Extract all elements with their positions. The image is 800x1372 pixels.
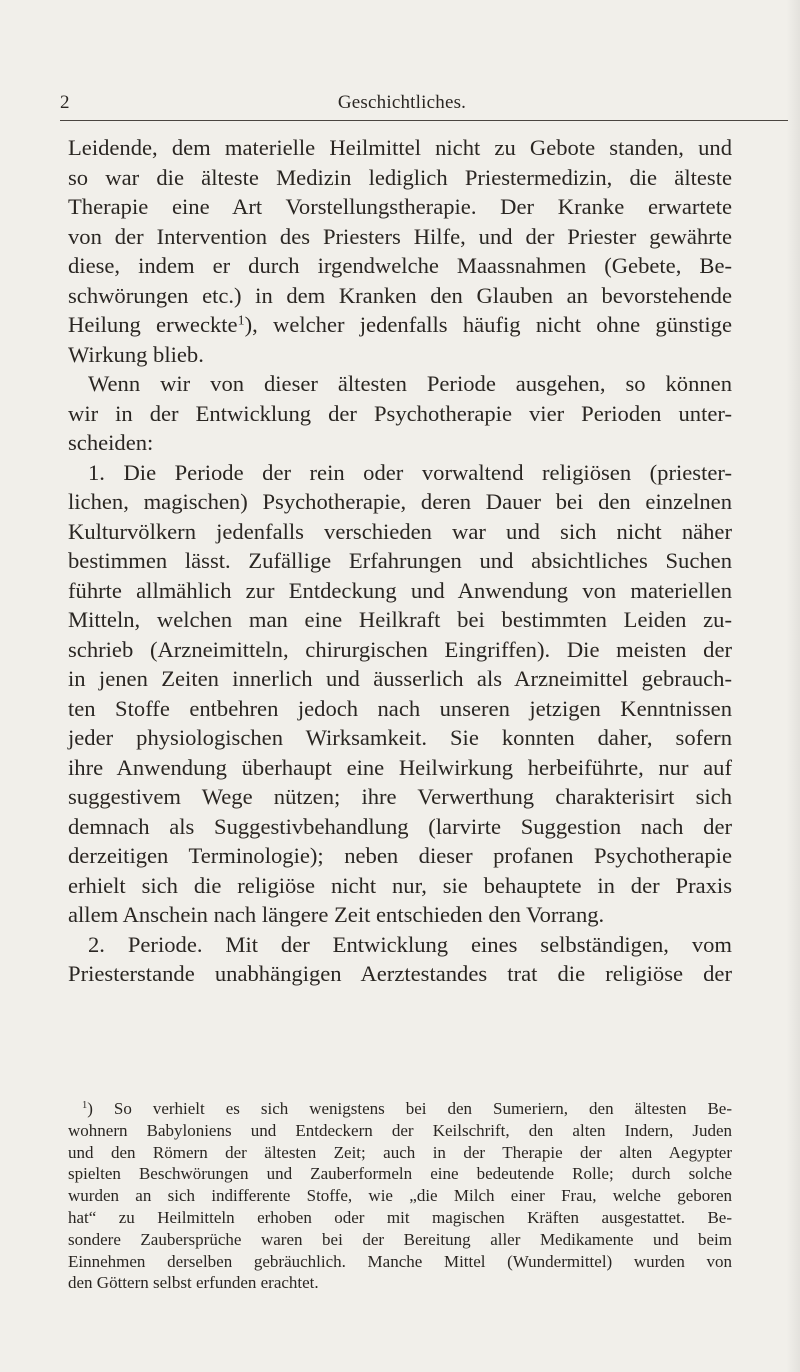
text-line: diese, indem er durch irgendwelche Maassnahmen (Gebete, Be- xyxy=(68,253,732,278)
text-line: Wirkung blieb. xyxy=(68,341,204,367)
running-head xyxy=(60,90,744,120)
footnote-line: sondere Zaubersprüche waren bei der Bereitung aller Medikamente und beim xyxy=(68,1229,732,1249)
text-segment: Heilung erweckte xyxy=(68,312,238,337)
footnote-line: wurden an sich indifferente Stoffe, wie „die Milch einer Frau, welche geboren xyxy=(68,1186,732,1206)
footnote-line: spielten Beschwörungen und Zauberformeln eine bedeutende Rolle; durch solche xyxy=(68,1164,732,1184)
paragraph-3 xyxy=(68,458,732,930)
page-edge-shadow xyxy=(786,0,800,1372)
footnote-line: und den Römern der ältesten Zeit; auch in der Therapie der alten Aegypter xyxy=(68,1142,732,1162)
text-line: Kulturvölkern jedenfalls verschieden war und sich nicht näher xyxy=(68,518,732,544)
text-line: derzeitigen Terminologie); neben dieser profanen Psychotherapie xyxy=(68,843,732,868)
page-number: 2 xyxy=(60,92,70,113)
paragraph-1 xyxy=(68,133,732,369)
text-line: bestimmen lässt. Zufällige Erfahrungen und absichtliches Suchen xyxy=(68,548,732,573)
text-line: so war die älteste Medizin lediglich Priestermedizin, die älteste xyxy=(68,164,732,190)
footnote xyxy=(68,1098,732,1294)
footnote-line: Einnehmen derselben gebräuchlich. Manche Mittel (Wundermittel) wurden von xyxy=(68,1251,732,1271)
text-segment: ) So verhielt es sich wenigstens bei den Sumeriern, den ältesten Be- xyxy=(87,1099,732,1118)
text-line: Priesterstande unabhängigen Aerztestandes trat die religiöse der xyxy=(68,961,732,986)
text-line: schrieb (Arzneimitteln, chirurgischen Eingriffen). Die meisten der xyxy=(68,636,732,662)
text-line: scheiden: xyxy=(68,430,154,455)
text-line: führte allmählich zur Entdeckung und Anwendung von materiellen xyxy=(68,577,732,603)
text-line: Leidende, dem materielle Heilmittel nicht zu Gebote standen, und xyxy=(68,135,732,160)
footnote-reference[interactable]: 1 xyxy=(237,313,245,329)
text-line: jeder physiologischen Wirksamkeit. Sie konnten daher, sofern xyxy=(68,725,732,750)
text-line: ten Stoffe entbehren jedoch nach unseren jetzigen Kenntnissen xyxy=(68,695,732,721)
footnote-line: wohnern Babyloniens und Entdeckern der Keilschrift, den alten Indern, Juden xyxy=(68,1120,732,1140)
paragraph-2 xyxy=(68,369,732,458)
text-line: Therapie eine Art Vorstellungstherapie. Der Kranke erwartete xyxy=(68,194,732,219)
footnote-marker: 1 xyxy=(82,1100,88,1112)
text-line: Wenn wir von dieser ältesten Periode ausgehen, so können xyxy=(88,371,732,396)
text-line: lichen, magischen) Psychotherapie, deren Dauer bei den einzelnen xyxy=(68,489,732,514)
footnote-line: hat“ zu Heilmitteln erhoben oder mit magischen Kräften ausgestattet. Be- xyxy=(68,1207,732,1227)
text-segment: ), welcher jedenfalls häufig nicht ohne günstige xyxy=(244,312,732,337)
text-line: schwörungen etc.) in dem Kranken den Glauben an bevorstehende xyxy=(68,282,732,308)
text-line: in jenen Zeiten innerlich und äusserlich als Arzneimittel gebrauch- xyxy=(68,666,732,691)
text-line: demnach als Suggestivbehandlung (larvirte Suggestion nach der xyxy=(68,813,732,839)
text-line: allem Anschein nach längere Zeit entschieden den Vorrang. xyxy=(68,902,605,927)
text-line: wir in der Entwicklung der Psychotherapie vier Perioden unter- xyxy=(68,400,732,426)
footnote-line xyxy=(68,1098,732,1120)
text-line: erhielt sich die religiöse nicht nur, sie behauptete in der Praxis xyxy=(68,872,732,898)
header-rule xyxy=(60,120,788,121)
text-line-with-footnote-ref xyxy=(68,310,732,340)
text-line: ihre Anwendung überhaupt eine Heilwirkung herbeiführte, nur auf xyxy=(68,754,732,780)
footnote-line: den Göttern selbst erfunden erachtet. xyxy=(68,1273,319,1293)
text-line: suggestivem Wege nützen; ihre Verwerthung charakterisirt sich xyxy=(68,784,732,809)
text-line: 2. Periode. Mit der Entwicklung eines selbständigen, vom xyxy=(88,931,732,957)
running-title: Geschichtliches. xyxy=(337,92,467,113)
text-line: Mitteln, welchen man eine Heilkraft bei bestimmten Leiden zu- xyxy=(68,607,732,632)
paragraph-4 xyxy=(68,930,732,989)
text-line: von der Intervention des Priesters Hilfe, und der Priester gewährte xyxy=(68,223,732,249)
body-text xyxy=(68,133,732,989)
text-line: 1. Die Periode der rein oder vorwaltend religiösen (priester- xyxy=(88,459,732,485)
